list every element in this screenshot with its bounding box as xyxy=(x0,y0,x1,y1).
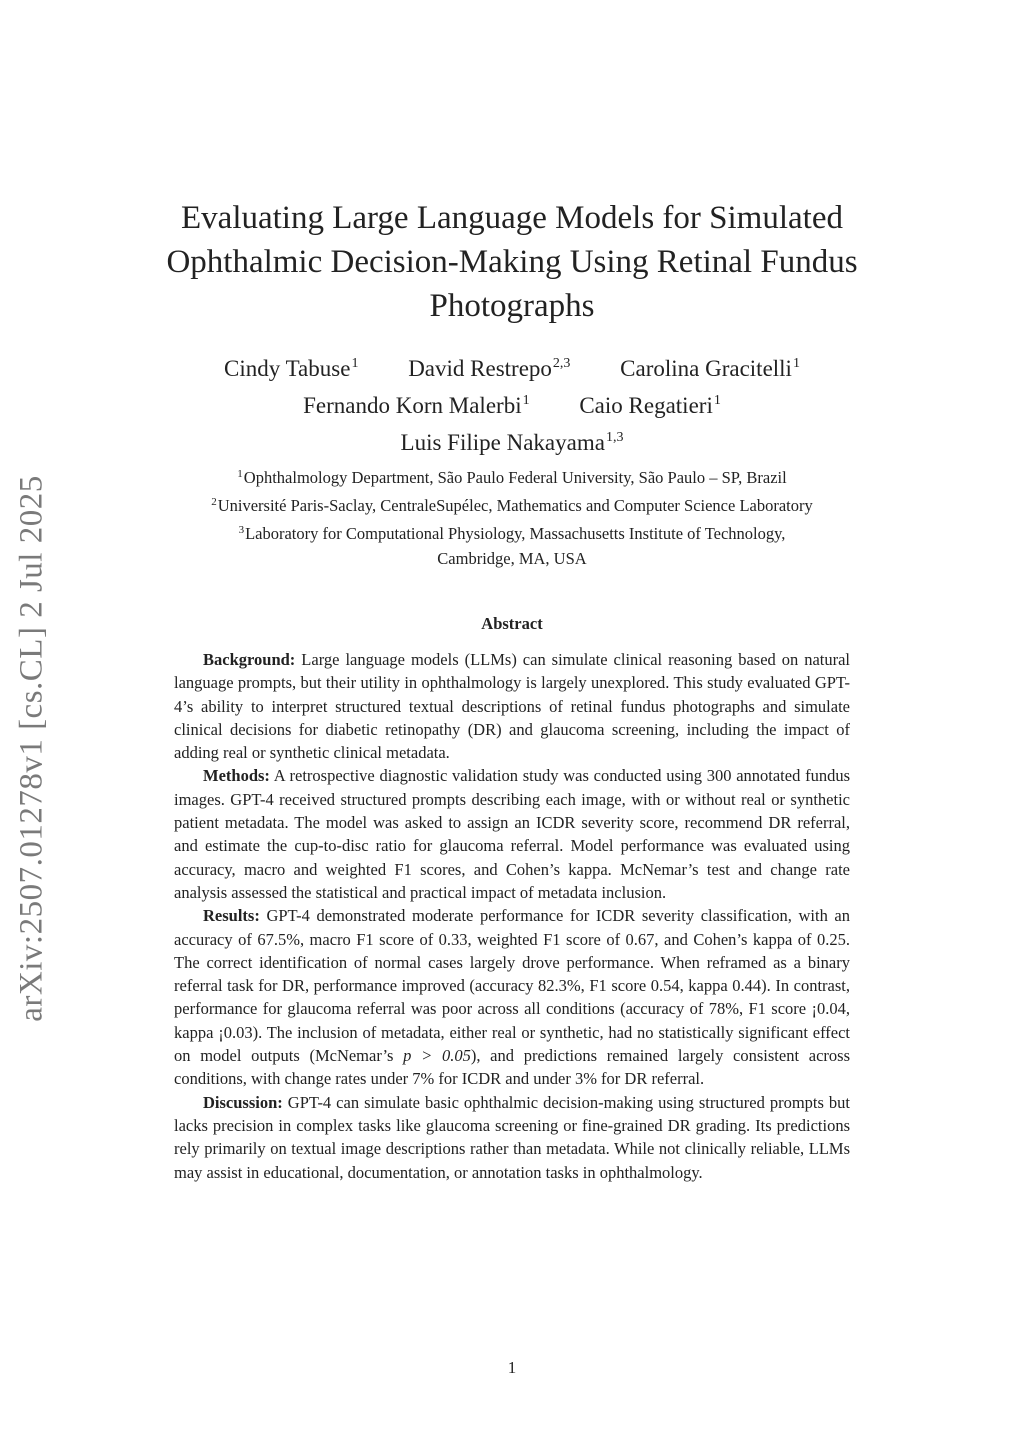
author-david-restrepo xyxy=(408,348,570,385)
affiliation-3-continued xyxy=(110,546,914,571)
abstract-results xyxy=(174,904,850,1090)
author-line-1 xyxy=(130,348,894,385)
affiliation-2 xyxy=(110,490,914,518)
abstract-heading: Abstract xyxy=(481,614,543,633)
affiliation-3 xyxy=(110,518,914,546)
author-caio-regatieri xyxy=(579,385,721,422)
author-cindy-tabuse xyxy=(224,348,358,385)
results-text-part-1: GPT-4 demonstrated moderate performance for ICDR severity classification, with an accuracy of 67.5%, macro F1 score of 0.33, weighted F1 score of 0.67, and Cohen’s kappa of 0.25. The correct identification of normal cases largely drove performance. When reframed as a binary referral task for DR, performance improved (accuracy 82.3%, F1 score 0.54, kappa 0.44). In contrast, performance for glaucoma referral was poor across all conditions (accuracy of 78%, F1 score ¡0.04, kappa ¡0.03). The inclusion of metadata, either real or synthetic, had no statistically significant effect on model outputs (McNemar’s xyxy=(174,906,851,1066)
methods-label: Methods: xyxy=(203,766,270,786)
affiliation-text: Cambridge, MA, USA xyxy=(437,549,587,568)
abstract-methods xyxy=(174,764,850,904)
author-carolina-gracitelli xyxy=(620,348,800,385)
abstract-body xyxy=(174,648,850,1184)
abstract-discussion xyxy=(174,1091,850,1184)
results-label: Results: xyxy=(203,906,260,926)
author-name: Luis Filipe Nakayama xyxy=(400,430,605,455)
author-list xyxy=(130,348,894,459)
discussion-text: GPT-4 can simulate basic ophthalmic decision-making using structured prompts but lacks precision in complex tasks like glaucoma screening or fine-grained DR grading. Its predictions rely primarily on textual image descriptions rather than metadata. While not clinically reliable, LLMs may assist in educational, documentation, or annotation tasks in ophthalmology. xyxy=(174,1092,850,1182)
abstract-background xyxy=(174,648,850,764)
author-name: Cindy Tabuse xyxy=(224,356,351,381)
affiliation-list xyxy=(110,462,914,571)
author-affiliation-marker: 1 xyxy=(713,393,721,408)
author-line-3 xyxy=(130,422,894,459)
author-affiliation-marker: 1,3 xyxy=(605,430,624,445)
methods-text: A retrospective diagnostic validation study was conducted using 300 annotated fundus images. GPT-4 received structured prompts describing each image, with or without real or synthetic patient metadata. The model was asked to assign an ICDR severity score, recommend DR referral, and estimate the cup-to-disc ratio for glaucoma referral. Model performance was evaluated using accuracy, macro and weighted F1 scores, and Cohen’s kappa. McNemar’s test and change rate analysis assessed the statistical and practical impact of metadata inclusion. xyxy=(174,766,850,902)
title-line-2: Ophthalmic Decision-Making Using Retinal Fundus xyxy=(166,244,858,280)
affiliation-text: Ophthalmology Department, São Paulo Federal University, São Paulo – SP, Brazil xyxy=(243,468,787,487)
affiliation-number: 2 xyxy=(211,496,217,508)
author-affiliation-marker: 1 xyxy=(522,393,530,408)
title-line-1: Evaluating Large Language Models for Simulated xyxy=(181,200,843,236)
author-luis-filipe-nakayama xyxy=(401,422,624,459)
results-p-value: p > 0.05 xyxy=(403,1046,471,1066)
author-line-2 xyxy=(130,385,894,422)
background-label: Background: xyxy=(203,650,296,669)
author-affiliation-marker: 1 xyxy=(351,356,359,371)
page-number: 1 xyxy=(507,1358,517,1377)
arxiv-identifier-stamp: arXiv:2507.01278v1 [cs.CL] 2 Jul 2025 xyxy=(13,475,50,1022)
discussion-label: Discussion: xyxy=(203,1092,283,1112)
results-text-part-2: ), and predictions remained largely consistent across conditions, with change rates under 7% for ICDR and under 3% for DR referral. xyxy=(174,1046,850,1089)
author-fernando-korn-malerbi xyxy=(303,385,529,422)
author-affiliation-marker: 2,3 xyxy=(552,356,571,371)
author-name: Caio Regatieri xyxy=(579,393,713,418)
author-name: Carolina Gracitelli xyxy=(620,356,792,381)
title-line-3: Photographs xyxy=(429,288,595,324)
author-affiliation-marker: 1 xyxy=(792,356,800,371)
affiliation-number: 1 xyxy=(237,468,243,480)
affiliation-text: Laboratory for Computational Physiology, Massachusetts Institute of Technology, xyxy=(245,524,786,543)
author-name: David Restrepo xyxy=(408,356,552,381)
affiliation-1 xyxy=(110,462,914,490)
paper-title xyxy=(130,196,894,328)
affiliation-text: Université Paris-Saclay, CentraleSupélec, Mathematics and Computer Science Laboratory xyxy=(217,496,813,515)
author-name: Fernando Korn Malerbi xyxy=(303,393,522,418)
affiliation-number: 3 xyxy=(238,524,245,536)
background-text: Large language models (LLMs) can simulate clinical reasoning based on natural language prompts, but their utility in ophthalmology is largely unexplored. This study evaluated GPT-4’s ability to interpret structured textual descriptions of retinal fundus photographs and simulate clinical decisions for diabetic retinopathy (DR) and glaucoma screening, including the impact of adding real or synthetic clinical metadata. xyxy=(174,650,851,763)
